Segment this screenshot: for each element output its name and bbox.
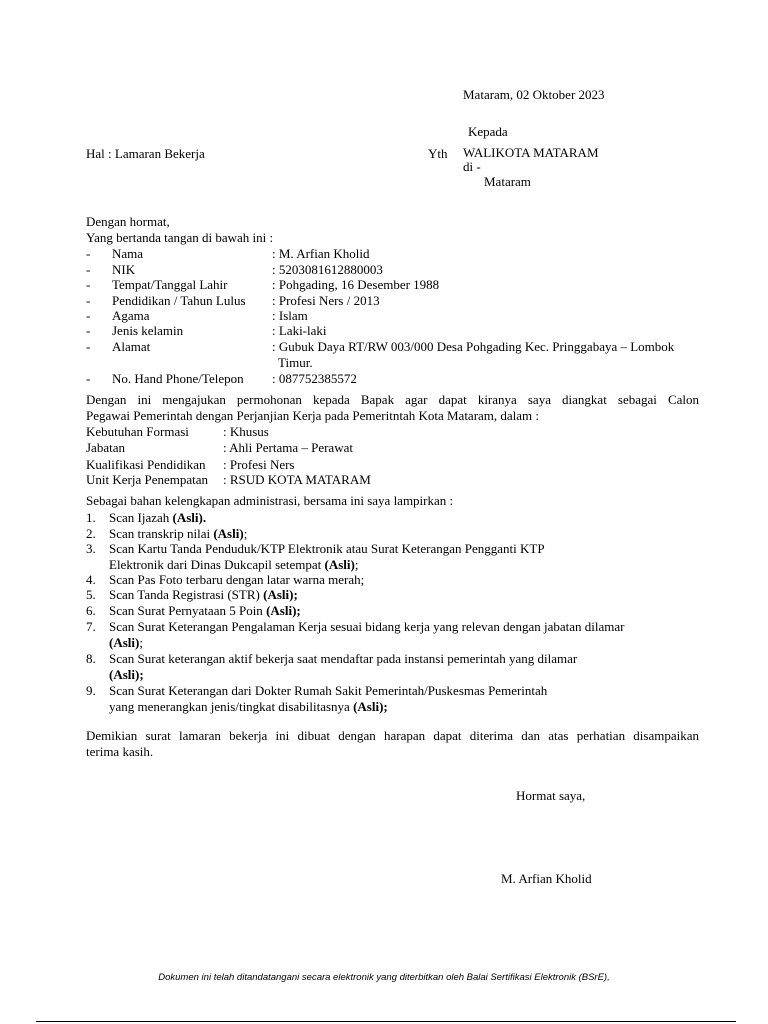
item-bold: (Asli). — [172, 510, 207, 525]
item-text: Scan Surat Keterangan Pengalaman Kerja sesuai bidang kerja yang relevan dengan jabatan dilamar — [109, 619, 625, 634]
biodata-label: Nama — [112, 246, 144, 261]
item-bold: (Asli) — [213, 526, 244, 541]
closing-line-2: terima kasih. — [86, 744, 154, 759]
biodata-value: : Laki-laki — [272, 323, 327, 338]
biodata-value: : 5203081612880003 — [272, 262, 383, 277]
biodata-label: Agama — [112, 308, 150, 323]
list-dash: - — [86, 293, 91, 308]
regards: Hormat saya, — [516, 788, 586, 803]
list-dash: - — [86, 262, 91, 277]
intro-line: Yang bertanda tangan di bawah ini : — [86, 230, 274, 245]
position-label: Unit Kerja Penempatan — [86, 472, 209, 487]
item-bold: (Asli); — [353, 699, 388, 714]
list-dash: - — [86, 308, 91, 323]
biodata-value: : M. Arfian Kholid — [272, 246, 370, 261]
recipient-city: Mataram — [484, 174, 531, 189]
biodata-label: Tempat/Tanggal Lahir — [112, 277, 228, 292]
signer-name: M. Arfian Kholid — [501, 871, 592, 886]
item-text: Scan Surat Keterangan dari Dokter Rumah Sakit Pemerintah/Puskesmas Pemerintah — [109, 683, 548, 698]
position-label: Kebutuhan Formasi — [86, 424, 189, 439]
item-text: Scan transkrip nilai — [109, 526, 214, 541]
list-dash: - — [86, 246, 91, 261]
item-text: Scan Surat Pernyataan 5 Poin — [109, 603, 267, 618]
item-bold: (Asli) — [324, 557, 355, 572]
item-number: 3. — [86, 541, 96, 556]
position-value: : Profesi Ners — [223, 457, 295, 472]
biodata-row-gender — [0, 323, 768, 338]
position-row-title — [0, 440, 768, 455]
biodata-label: Jenis kelamin — [112, 323, 184, 338]
item-bold: (Asli); — [263, 587, 298, 602]
list-dash: - — [86, 339, 91, 354]
position-row-formation — [0, 424, 768, 439]
position-value: : Khusus — [223, 424, 269, 439]
item-text: Scan Surat keterangan aktif bekerja saat mendaftar pada instansi pemerintah yang dilamar — [109, 651, 578, 666]
biodata-row-birth — [0, 277, 768, 292]
item-tail: ; — [354, 557, 359, 572]
attachments-intro: Sebagai bahan kelengkapan administrasi, bersama ini saya lampirkan : — [86, 493, 454, 508]
biodata-value: : Gubuk Daya RT/RW 003/000 Desa Pohgading Kec. Pringgabaya – Lombok — [272, 339, 675, 354]
item-tail: ; — [243, 526, 248, 541]
list-dash: - — [86, 323, 91, 338]
list-dash: - — [86, 371, 91, 386]
position-label: Kualifikasi Pendidikan — [86, 457, 206, 472]
place-date: Mataram, 02 Oktober 2023 — [463, 87, 605, 102]
position-row-qualification — [0, 457, 768, 472]
position-value: : Ahli Pertama – Perawat — [223, 440, 353, 455]
position-value: : RSUD KOTA MATARAM — [223, 472, 371, 487]
biodata-row-education — [0, 293, 768, 308]
list-dash: - — [86, 277, 91, 292]
biodata-row-nik — [0, 262, 768, 277]
biodata-label: Alamat — [112, 339, 151, 354]
biodata-label: No. Hand Phone/Telepon — [112, 371, 244, 386]
position-row-unit — [0, 472, 768, 487]
biodata-row-religion — [0, 308, 768, 323]
kepada-label: Kepada — [468, 124, 508, 139]
request-line-2: Pegawai Pemerintah dengan Perjanjian Kerja pada Pemeritntah Kota Mataram, dalam : — [86, 408, 540, 423]
biodata-value: : Profesi Ners / 2013 — [272, 293, 380, 308]
item-number: 7. — [86, 619, 96, 634]
biodata-label: Pendidikan / Tahun Lulus — [112, 293, 246, 308]
footer-divider — [36, 1021, 736, 1022]
item-text-line2: yang menerangkan jenis/tingkat disabilitasnya — [109, 699, 354, 714]
item-bold: (Asli) — [109, 635, 140, 650]
biodata-label: NIK — [112, 262, 136, 277]
item-text: Scan Kartu Tanda Penduduk/KTP Elektronik atau Surat Keterangan Pengganti KTP — [109, 541, 545, 556]
item-text: Scan Ijazah — [109, 510, 173, 525]
item-number: 8. — [86, 651, 96, 666]
yth-label: Yth — [428, 146, 448, 161]
biodata-row-name — [0, 246, 768, 261]
item-number: 5. — [86, 587, 96, 602]
item-bold: (Asli); — [266, 603, 301, 618]
item-number: 2. — [86, 526, 96, 541]
biodata-value: : Pohgading, 16 Desember 1988 — [272, 277, 440, 292]
biodata-value: : Islam — [272, 308, 308, 323]
item-text: Scan Pas Foto terbaru dengan latar warna merah; — [109, 572, 365, 587]
item-bold: (Asli); — [109, 667, 144, 682]
di-label: di - — [463, 159, 481, 174]
biodata-value: : 087752385572 — [272, 371, 357, 386]
recipient-name: WALIKOTA MATARAM — [463, 145, 599, 160]
item-number: 9. — [86, 683, 96, 698]
position-label: Jabatan — [86, 440, 125, 455]
item-text: Scan Tanda Registrasi (STR) — [109, 587, 264, 602]
item-number: 1. — [86, 510, 96, 525]
item-number: 4. — [86, 572, 96, 587]
biodata-row-phone — [0, 371, 768, 386]
footer-note: Dokumen ini telah ditandatangani secara elektronik yang diterbitkan oleh Balai Sertifikasi Elektronik (BSrE), — [158, 972, 610, 983]
biodata-row-address — [0, 339, 768, 354]
item-number: 6. — [86, 603, 96, 618]
greeting: Dengan hormat, — [86, 214, 170, 229]
closing-line-1: Demikian surat lamaran bekerja ini dibuat dengan harapan dapat diterima dan atas perhatian disampaikan — [86, 728, 699, 743]
item-text-line2: Elektronik dari Dinas Dukcapil setempat — [109, 557, 325, 572]
request-line-1: Dengan ini mengajukan permohonan kepada Bapak agar dapat kiranya saya diangkat sebagai Calon — [86, 392, 699, 407]
address-continuation: Timur. — [278, 355, 313, 370]
item-tail: ; — [139, 635, 143, 650]
subject-line: Hal : Lamaran Bekerja — [86, 146, 205, 161]
